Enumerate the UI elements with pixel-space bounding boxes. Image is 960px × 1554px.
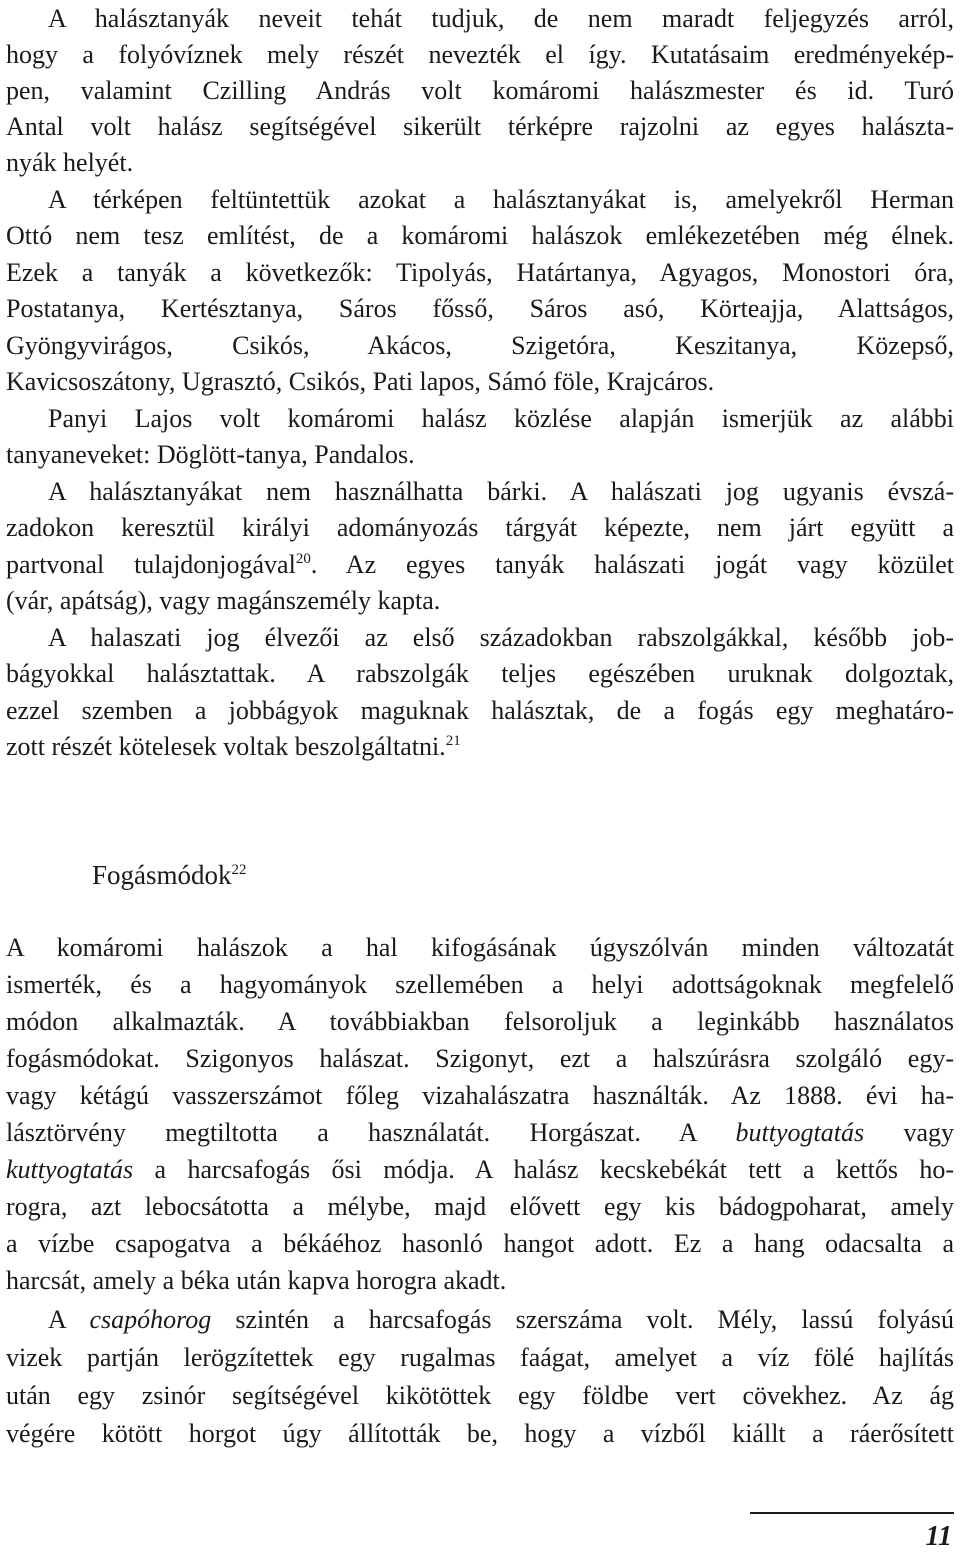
text-line: után egy zsinór segítségével kikötöttek egy földbe vert cövekhez. Az ág [6,1381,954,1410]
text-line: A csapóhorog szintén a harcsafogás szerszáma volt. Mély, lassú folyású [48,1305,955,1334]
text-line: fogásmódokat. Szigonyos halászat. Szigonyt, ezt a halszúrásra szolgáló egy- [6,1044,954,1073]
text-line: bágyokkal halásztattak. A rabszolgák teljes egészében uruknak dolgoztak, [6,659,954,688]
text-line: hogy a folyóvíznek mely részét nevezték el így. Kutatásaim eredményekép- [6,40,954,69]
section-heading: Fogásmódok$^{22}$ [92,860,247,890]
page-number: 11 [925,1521,952,1552]
footnote-ref: 21 [445,733,461,749]
text-line: rogra, azt lebocsátotta a mélybe, majd elővett egy kis bádogpoharat, amely [6,1192,954,1221]
text-line: Kavicsoszátony, Ugrasztó, Csikós, Pati lapos, Sámó föle, Krajcáros. [6,367,715,396]
text-line: lásztörvény megtiltotta a használatát. Horgászat. A buttyogtatás vagy [6,1118,955,1147]
text-line: a vízbe csapogatva a békáéhoz hasonló hangot adott. Ez a hang odacsalta a [6,1229,954,1258]
text-line: A halaszati jog élvezői az első századokban rabszolgákkal, később job- [48,623,954,652]
text-line: Postatanya, Kertésztanya, Sáros fősső, Sáros asó, Körteajja, Alattságos, [6,294,954,323]
text-line: Antal volt halász segítségével sikerült térképre rajzolni az egyes halászta- [6,112,954,141]
text-line: vagy kétágú vasszerszámot főleg vizahalászatra használták. Az 1888. évi ha- [6,1081,954,1110]
footer-rule [750,1512,954,1514]
text-line: végére kötött horgot úgy állították be, hogy a vízből kiállt a ráerősített [6,1419,954,1448]
text-line: kuttyogtatás a harcsafogás ősi módja. A halász kecskebékát tett a kettős ho- [6,1155,954,1184]
text-line: harcsát, amely a béka után kapva horogra akadt. [6,1266,507,1295]
text-line: vizek partján lerögzítettek egy rugalmas faágat, amelyet a víz fölé hajlítás [6,1343,954,1372]
text-line: zadokon keresztül királyi adományozás tárgyát képezte, nem járt együtt a [6,513,954,542]
text-line: nyák helyét. [6,148,134,177]
text-line: A halásztanyákat nem használhatta bárki. A halászati jog ugyanis évszá- [48,477,954,506]
text-line: partvonal tulajdonjogával$^{20}$. Az egyes tanyák halászati jogát vagy közület [6,550,954,579]
text-line: A térképen feltüntettük azokat a halásztanyákat is, amelyekről Herman [48,185,954,214]
text-line: A halásztanyák neveit tehát tudjuk, de nem maradt feljegyzés arról, [48,4,954,33]
text-line: ismerték, és a hagyományok szellemében a helyi adottságoknak megfelelő [6,970,954,999]
text-line: tanyaneveket: Döglött-tanya, Pandalos. [6,440,415,469]
text-line: Ottó nem tesz említést, de a komáromi halászok emlékezetében még élnek. [6,221,954,250]
text-line: ezzel szemben a jobbágyok maguknak halásztak, de a fogás egy meghatáro- [6,696,954,725]
text-line: zott részét kötelesek voltak beszolgáltatni.$^{21}$ [6,732,461,761]
text-line: pen, valamint Czilling András volt komáromi halászmester és id. Turó [6,76,954,105]
text-line: Panyi Lajos volt komáromi halász közlése alapján ismerjük az alábbi [48,404,954,433]
footnote-ref: 22 [231,862,247,878]
text-line: A komáromi halászok a hal kifogásának úgyszólván minden változatát [6,933,954,962]
text-line: (vár, apátság), vagy magánszemély kapta. [6,586,441,615]
text-line: Gyöngyvirágos, Csikós, Akácos, Szigetóra, Keszitanya, Közepső, [6,331,954,360]
text-line: módon alkalmazták. A továbbiakban felsoroljuk a leginkább használatos [6,1007,954,1036]
text-line: Ezek a tanyák a következők: Tipolyás, Határtanya, Agyagos, Monostori óra, [6,258,954,287]
footnote-ref: 20 [295,551,311,567]
